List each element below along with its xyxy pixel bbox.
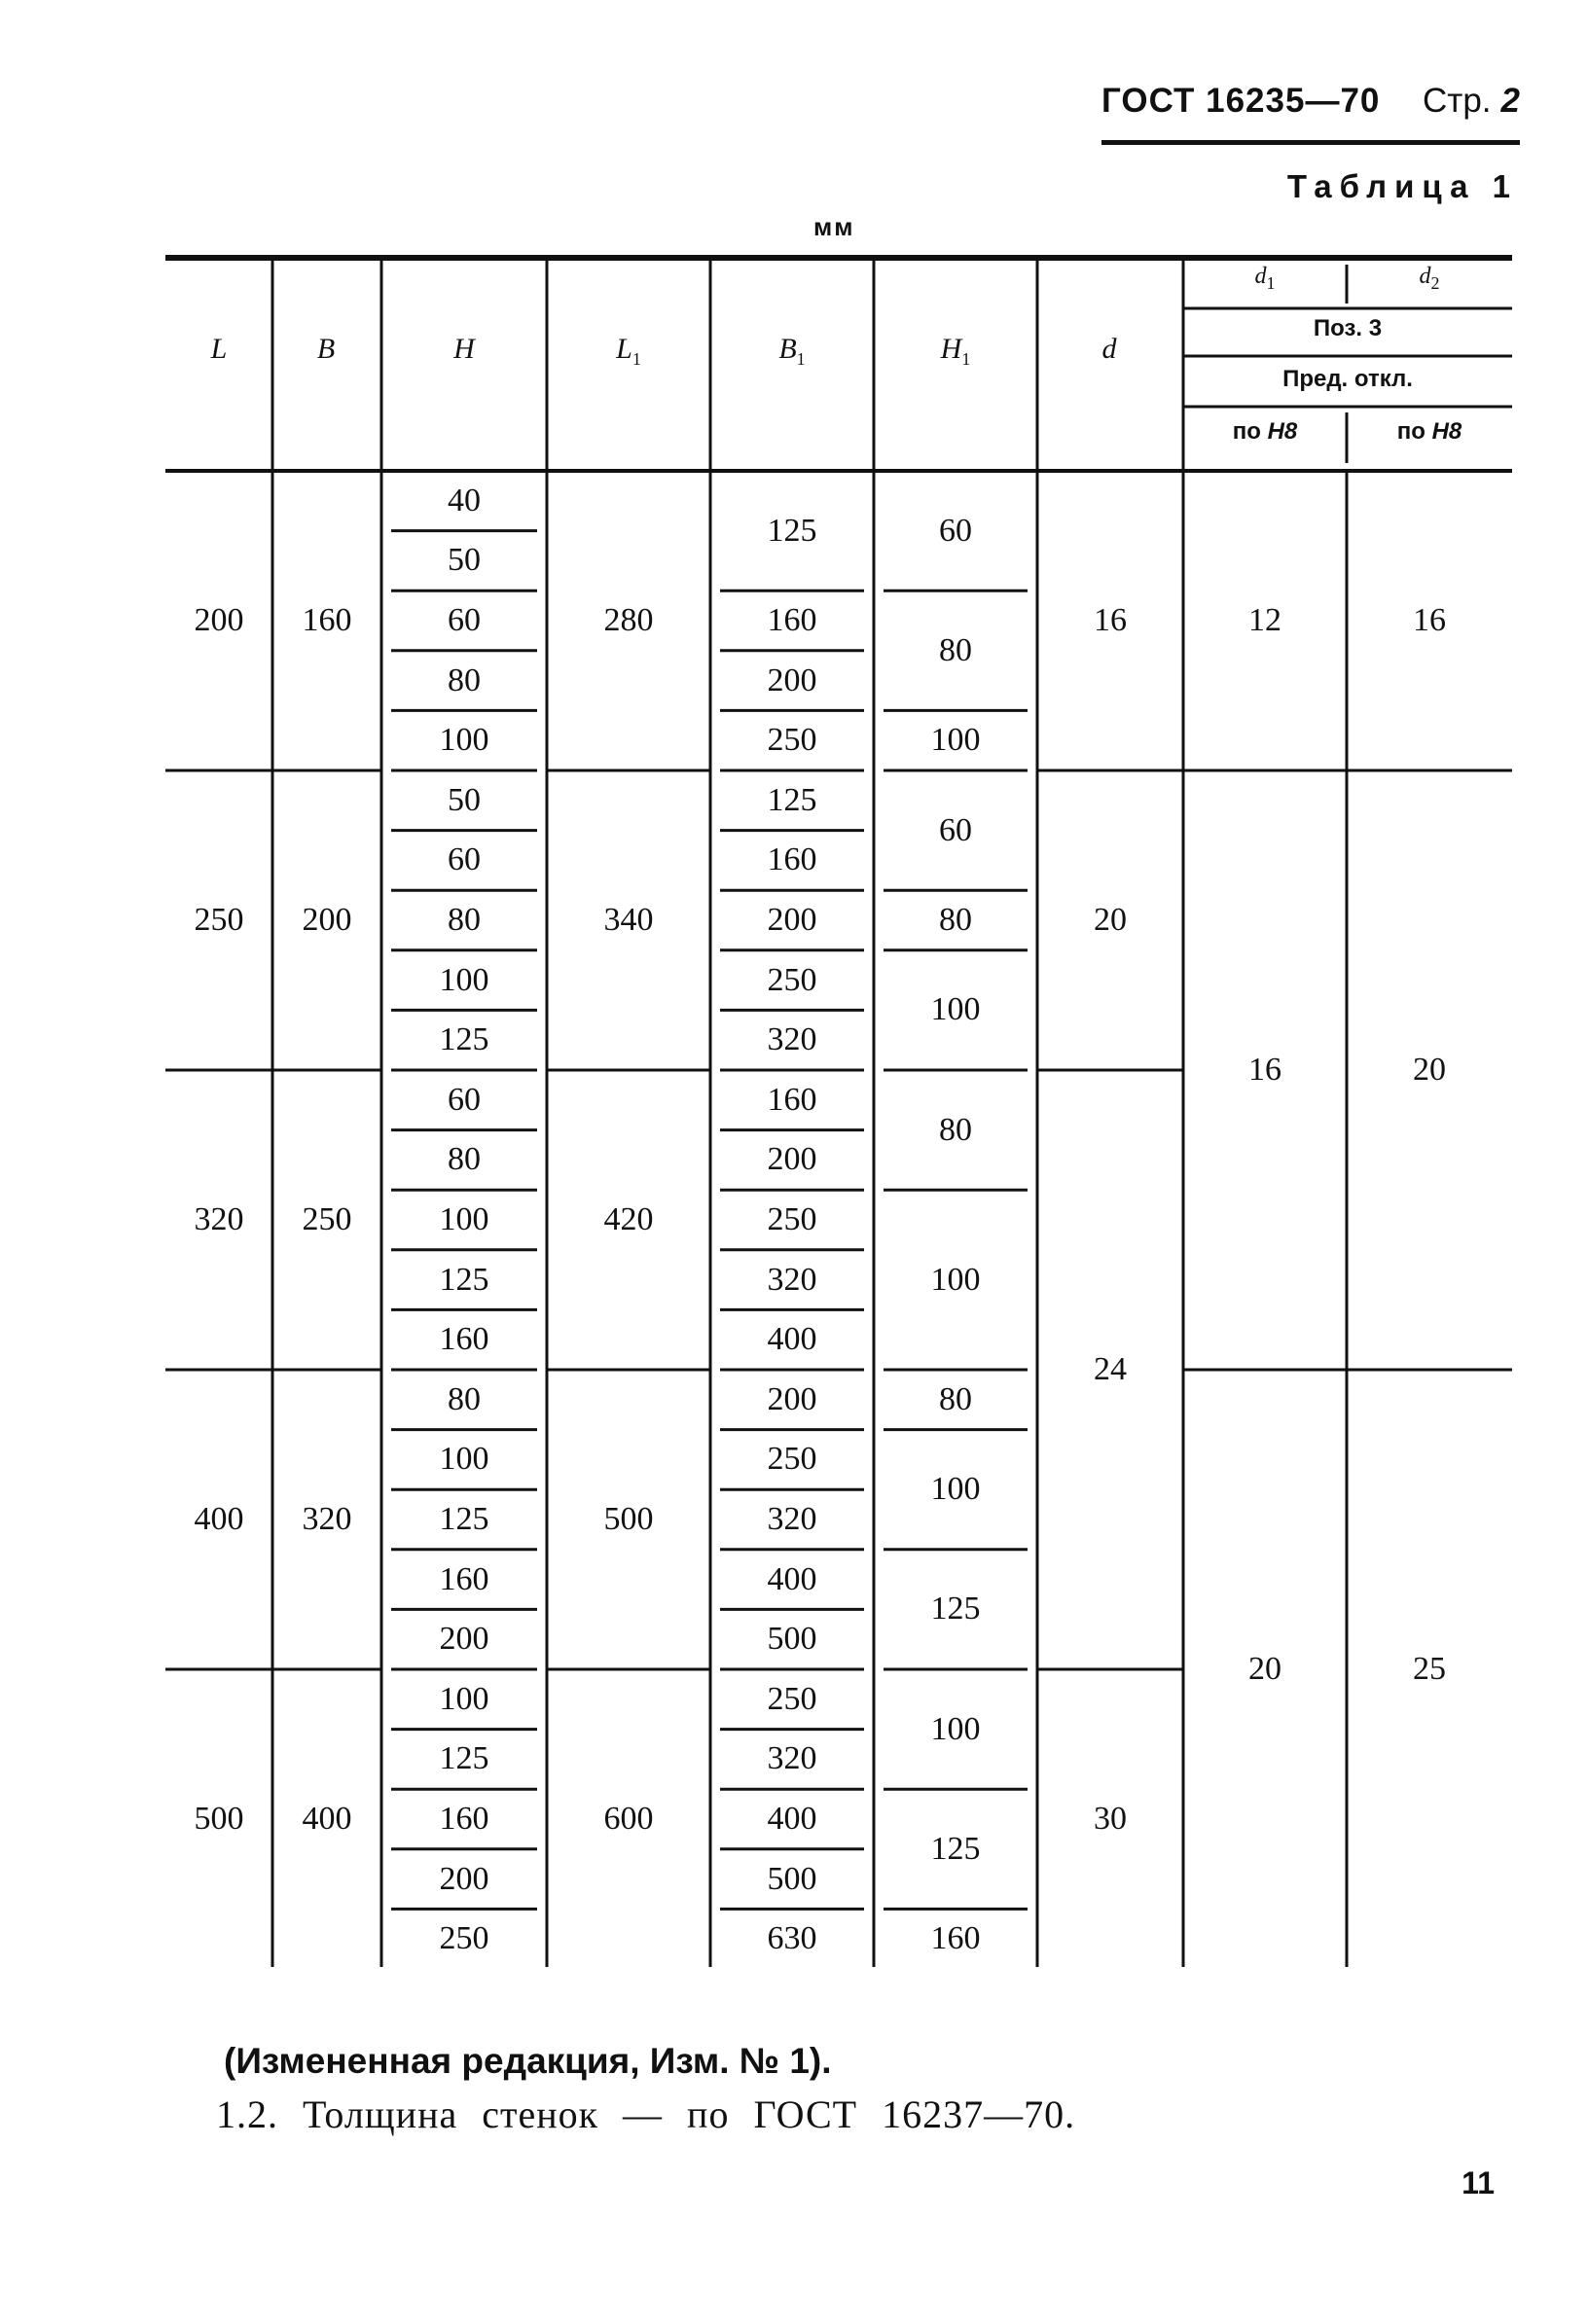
cell-d2: 16 <box>1413 602 1446 638</box>
header-d1 <box>1183 265 1347 292</box>
cell-d: 20 <box>1094 902 1127 938</box>
header-H1-subscript: 1 <box>961 349 971 369</box>
cell-H: 125 <box>439 1740 489 1777</box>
cell-B1: 160 <box>767 602 817 638</box>
cell-L: 200 <box>194 602 244 638</box>
cell-H: 200 <box>439 1860 489 1897</box>
header-B1-symbol: B <box>778 333 797 365</box>
cell-H1: 60 <box>939 811 972 848</box>
cell-H: 125 <box>439 1021 489 1058</box>
header-position: Поз. 3 <box>1313 315 1383 341</box>
cell-H1: 80 <box>939 1111 972 1148</box>
cell-B1: 250 <box>767 1680 817 1717</box>
cell-H1: 100 <box>930 1710 981 1747</box>
cell-B: 400 <box>302 1801 352 1837</box>
page-header <box>1101 82 1520 145</box>
cell-H: 200 <box>439 1621 489 1658</box>
cell-d1: 20 <box>1248 1651 1281 1687</box>
cell-B1: 400 <box>767 1321 817 1358</box>
cell-B1: 250 <box>767 1201 817 1237</box>
cell-d2: 25 <box>1413 1651 1446 1687</box>
header-H1-symbol: H <box>940 333 962 365</box>
cell-B: 200 <box>302 902 352 938</box>
cell-L1: 420 <box>603 1201 654 1237</box>
cell-B1: 500 <box>767 1860 817 1897</box>
header-L: L <box>210 333 228 365</box>
cell-B1: 320 <box>767 1021 817 1058</box>
cell-H: 100 <box>439 722 489 759</box>
header-d: d <box>1101 333 1117 365</box>
cell-B1: 160 <box>767 841 817 878</box>
cell-H: 250 <box>439 1920 489 1957</box>
cell-H: 80 <box>448 1141 481 1178</box>
cell-H: 80 <box>448 902 481 938</box>
cell-L1: 280 <box>603 602 654 638</box>
cell-H: 100 <box>439 1441 489 1478</box>
cell-H: 80 <box>448 1380 481 1417</box>
header-H: H <box>453 333 475 365</box>
cell-H: 160 <box>439 1560 489 1597</box>
cell-B1: 250 <box>767 722 817 759</box>
cell-H: 100 <box>439 1680 489 1717</box>
cell-d1: 16 <box>1248 1052 1281 1088</box>
header-d1-tolerance-prefix: по <box>1232 418 1261 445</box>
cell-B1: 200 <box>767 1380 817 1417</box>
cell-H1: 100 <box>930 1471 981 1508</box>
header-d1-symbol: d <box>1254 264 1267 289</box>
table-unit: мм <box>813 212 855 241</box>
cell-H1: 100 <box>930 722 981 759</box>
cell-H1: 100 <box>930 991 981 1028</box>
cell-B1: 250 <box>767 1441 817 1478</box>
cell-H: 50 <box>448 781 481 818</box>
cell-H: 60 <box>448 1081 481 1118</box>
cell-H1: 60 <box>939 512 972 549</box>
page-label: Стр. <box>1423 82 1492 120</box>
cell-B1: 250 <box>767 961 817 998</box>
cell-B1: 200 <box>767 902 817 938</box>
cell-H: 60 <box>448 841 481 878</box>
cell-B1: 400 <box>767 1560 817 1597</box>
header-d2-tolerance-grade: H8 <box>1431 418 1462 445</box>
cell-B1: 320 <box>767 1740 817 1777</box>
cell-L: 400 <box>194 1501 244 1537</box>
cell-L: 320 <box>194 1201 244 1237</box>
page-number: 11 <box>1462 2165 1495 2200</box>
header-d2-symbol: d <box>1419 264 1431 289</box>
cell-L: 500 <box>194 1801 244 1837</box>
cell-H: 100 <box>439 961 489 998</box>
cell-H: 160 <box>439 1801 489 1837</box>
cell-H: 40 <box>448 482 481 518</box>
cell-H: 60 <box>448 602 481 638</box>
page-reference <box>1423 82 1520 121</box>
spec-table <box>165 255 1512 1967</box>
table-title: Таблица 1 <box>1286 168 1518 204</box>
cell-H1: 160 <box>930 1920 981 1957</box>
header-L1-subscript: 1 <box>632 349 641 369</box>
header-B: B <box>316 333 336 365</box>
header-d2-tolerance-prefix: по <box>1396 418 1426 445</box>
header-d2 <box>1347 265 1512 292</box>
header-d2-tolerance <box>1347 420 1512 444</box>
cell-H1: 100 <box>930 1261 981 1298</box>
cell-H1: 80 <box>939 631 972 668</box>
revision-note: (Измененная редакция, Изм. № 1). <box>224 2041 832 2081</box>
cell-d2: 20 <box>1413 1052 1446 1088</box>
cell-H1: 80 <box>939 902 972 938</box>
cell-H1: 125 <box>930 1830 981 1867</box>
cell-B: 320 <box>302 1501 352 1537</box>
standard-number: ГОСТ 16235—70 <box>1101 82 1381 120</box>
cell-H: 125 <box>439 1261 489 1298</box>
cell-d: 16 <box>1094 602 1127 638</box>
cell-B1: 200 <box>767 661 817 698</box>
cell-H1: 125 <box>930 1591 981 1627</box>
cell-L: 250 <box>194 902 244 938</box>
cell-L1: 500 <box>603 1501 654 1537</box>
cell-H: 100 <box>439 1201 489 1237</box>
header-d2-subscript: 2 <box>1430 272 1440 293</box>
cell-B: 250 <box>302 1201 352 1237</box>
wall-thickness-clause: 1.2. Толщина стенок — по ГОСТ 16237—70. <box>216 2092 1076 2136</box>
cell-B1: 125 <box>767 512 817 549</box>
cell-H: 160 <box>439 1321 489 1358</box>
cell-B1: 630 <box>767 1920 817 1957</box>
cell-d: 30 <box>1094 1801 1127 1837</box>
header-d1-tolerance <box>1183 420 1347 444</box>
header-L1 <box>547 335 710 368</box>
header-d1-subscript: 1 <box>1266 272 1276 293</box>
header-B1-subscript: 1 <box>796 349 806 369</box>
cell-d1: 12 <box>1248 602 1281 638</box>
cell-B1: 320 <box>767 1261 817 1298</box>
header-B1 <box>710 335 874 368</box>
cell-L1: 340 <box>603 902 654 938</box>
cell-d: 24 <box>1094 1351 1127 1387</box>
cell-B1: 500 <box>767 1621 817 1658</box>
cell-B1: 200 <box>767 1141 817 1178</box>
header-H1 <box>874 335 1037 368</box>
cell-H: 50 <box>448 542 481 579</box>
cell-B: 160 <box>302 602 352 638</box>
cell-B1: 400 <box>767 1801 817 1837</box>
header-d1-tolerance-grade: H8 <box>1267 418 1298 445</box>
header-tolerance: Пред. откл. <box>1282 366 1413 392</box>
page-reference-number: 2 <box>1500 82 1520 120</box>
cell-H: 80 <box>448 661 481 698</box>
header-L1-symbol: L <box>616 333 632 365</box>
cell-L1: 600 <box>603 1801 654 1837</box>
cell-B1: 125 <box>767 781 817 818</box>
cell-H1: 80 <box>939 1380 972 1417</box>
cell-B1: 320 <box>767 1501 817 1537</box>
cell-B1: 160 <box>767 1081 817 1118</box>
cell-H: 125 <box>439 1501 489 1537</box>
